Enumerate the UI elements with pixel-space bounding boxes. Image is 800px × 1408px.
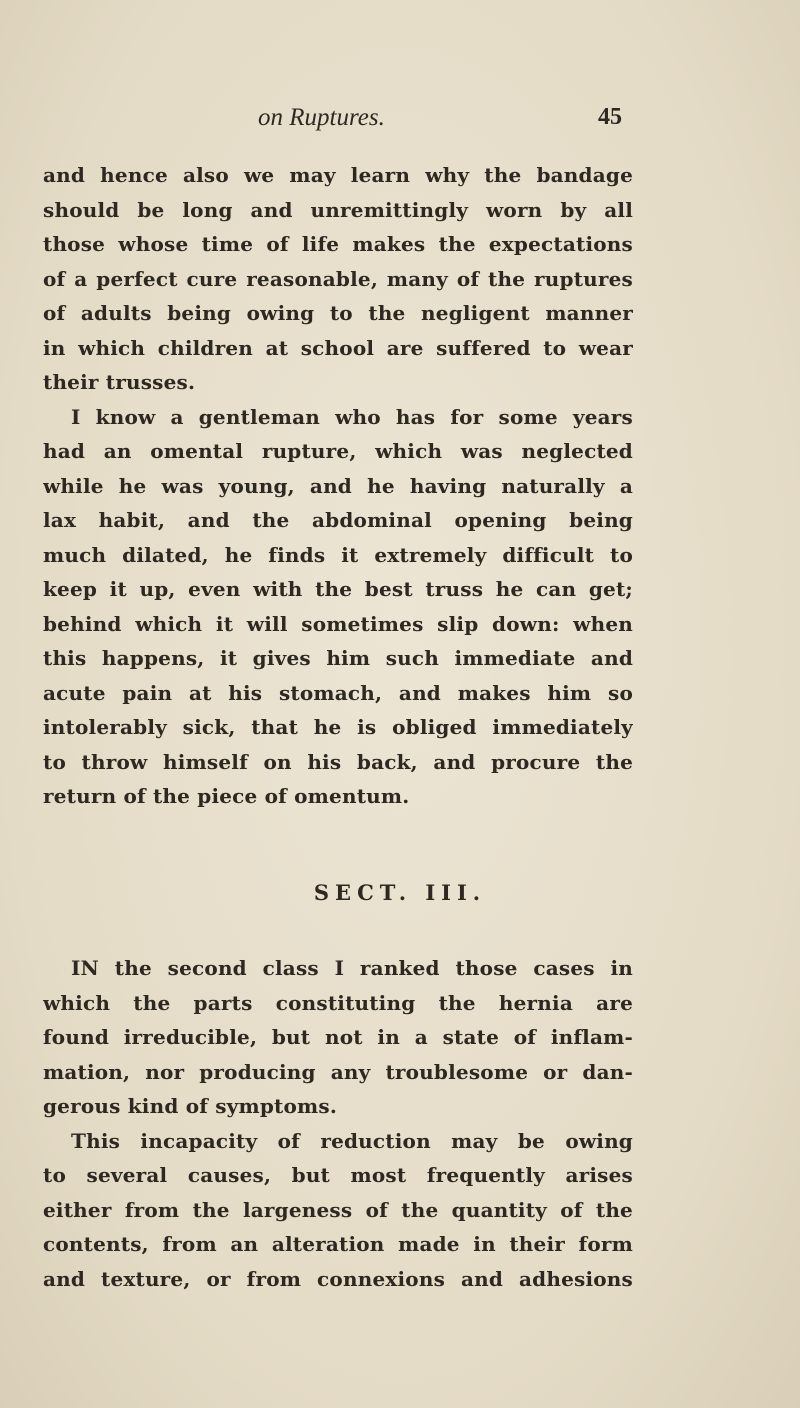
text-line: should be long and unremittingly worn by all <box>43 197 633 222</box>
section-heading: SECT. III. <box>313 880 487 905</box>
text-line: return of the piece of omentum. <box>43 784 410 808</box>
text-line: keep it up, even with the best truss he can get; <box>43 577 633 601</box>
paragraph-1 <box>43 158 633 400</box>
text-line: lax habit, and the abdominal opening being <box>43 508 633 532</box>
paragraph-2 <box>43 400 633 814</box>
text-line: contents, from an alteration made in their form <box>43 1232 633 1256</box>
text-line: and texture, or from connexions and adhesions <box>43 1266 633 1291</box>
text-line: found irreducible, but not in a state of inflam- <box>43 1025 633 1049</box>
text-line: this happens, it gives him such immediate and <box>43 646 633 670</box>
text-line: gerous kind of symptoms. <box>43 1094 337 1118</box>
text-line: those whose time of life makes the expectations <box>43 232 633 256</box>
text-line: and hence also we may learn why the bandage <box>43 163 633 187</box>
text-line: had an omental rupture, which was neglected <box>43 439 633 463</box>
text-line: of a perfect cure reasonable, many of the ruptures <box>43 266 633 291</box>
text-line: I know a gentleman who has for some years <box>71 404 633 429</box>
text-line: IN the second class I ranked those cases in <box>71 956 633 980</box>
text-line: to several causes, but most frequently arises <box>43 1163 633 1187</box>
text-line: which the parts constituting the hernia are <box>43 990 633 1015</box>
running-header: on Ruptures. <box>258 104 385 131</box>
text-line: much dilated, he finds it extremely difficult to <box>43 542 633 567</box>
paragraph-3 <box>43 951 633 1124</box>
paragraph-4 <box>43 1124 633 1297</box>
text-line: to throw himself on his back, and procure the <box>43 749 633 774</box>
text-line: while he was young, and he having naturally a <box>43 473 633 498</box>
page-number: 45 <box>598 104 622 130</box>
text-line: behind which it will sometimes slip down: when <box>43 611 633 636</box>
text-line: either from the largeness of the quantity of the <box>43 1197 633 1222</box>
text-line: This incapacity of reduction may be owing <box>71 1128 633 1153</box>
text-line: mation, nor producing any troublesome or dan- <box>43 1059 633 1084</box>
text-line: their trusses. <box>43 370 196 394</box>
text-line: in which children at school are suffered to wear <box>43 335 633 360</box>
text-line: of adults being owing to the negligent manner <box>43 301 633 325</box>
text-line: intolerably sick, that he is obliged immediately <box>43 715 633 739</box>
text-line: acute pain at his stomach, and makes him so <box>43 680 633 705</box>
